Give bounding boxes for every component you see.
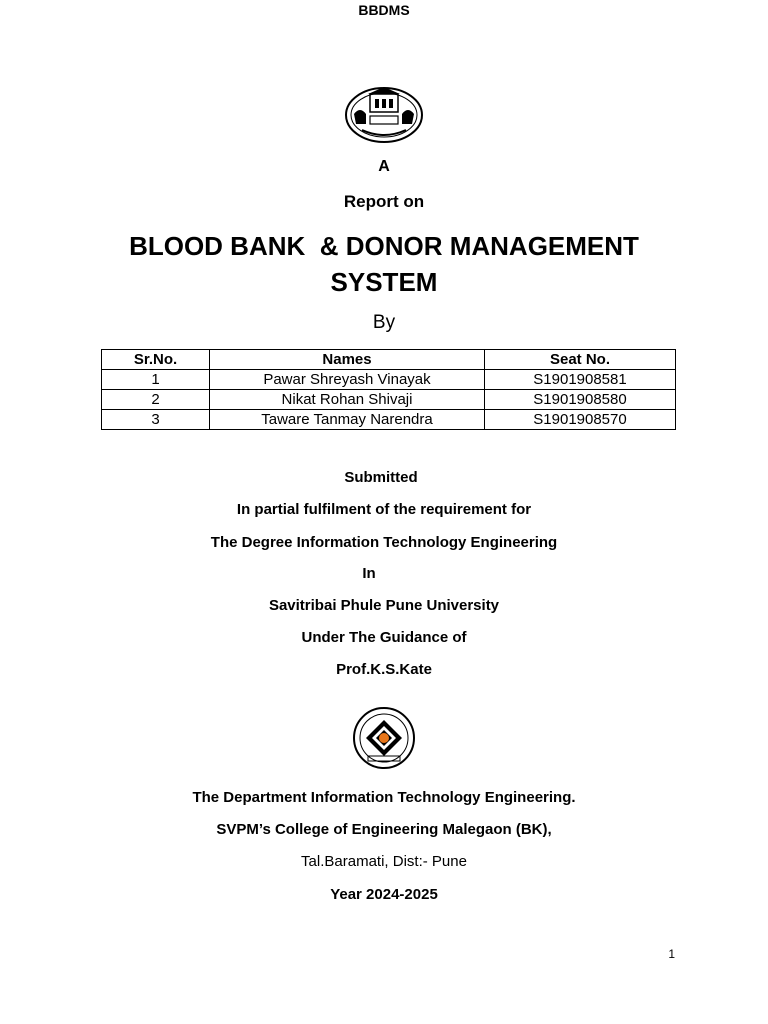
cell-seat-no: S1901908580: [485, 390, 676, 410]
table-row: [102, 370, 676, 390]
partial-fulfilment-line: In partial fulfilment of the requirement for: [236, 501, 532, 518]
guide-name: Prof.K.S.Kate: [336, 661, 432, 678]
page-header: BBDMS: [358, 2, 410, 18]
degree-line: The Degree Information Technology Engineering: [210, 534, 558, 551]
college-line: SVPM’s College of Engineering Malegaon (BK),: [216, 821, 552, 838]
cell-srno: 1: [102, 370, 210, 390]
in-label: In: [362, 565, 376, 582]
letter-a: A: [378, 158, 390, 175]
report-on-label: Report on: [343, 192, 425, 211]
report-title-line-1: BLOOD BANK & DONOR MANAGEMENT: [129, 231, 639, 261]
table-row: [102, 410, 676, 430]
university-name: Savitribai Phule Pune University: [268, 597, 500, 614]
cell-name: Nikat Rohan Shivaji: [210, 390, 485, 410]
year-line: Year 2024-2025: [330, 886, 438, 903]
cell-name: Taware Tanmay Narendra: [210, 410, 485, 430]
report-title: [0, 228, 768, 300]
cell-seat-no: S1901908581: [485, 370, 676, 390]
column-header-seat-no: Seat No.: [485, 350, 676, 370]
cell-name: Pawar Shreyash Vinayak: [210, 370, 485, 390]
column-header-names: Names: [210, 350, 485, 370]
college-emblem-icon: [350, 706, 418, 770]
location-line: Tal.Baramati, Dist:- Pune: [301, 853, 467, 870]
table-header-row: [102, 350, 676, 370]
column-header-srno: Sr.No.: [102, 350, 210, 370]
cell-seat-no: S1901908570: [485, 410, 676, 430]
by-label: By: [372, 312, 396, 333]
cell-srno: 3: [102, 410, 210, 430]
report-title-line-2: SYSTEM: [330, 267, 438, 297]
members-table: [101, 349, 676, 430]
cell-srno: 2: [102, 390, 210, 410]
table-row: [102, 390, 676, 410]
department-line: The Department Information Technology Engineering.: [192, 789, 576, 806]
university-emblem-icon: [342, 84, 426, 146]
guidance-label: Under The Guidance of: [301, 629, 467, 646]
page-number: 1: [668, 947, 675, 961]
submitted-label: Submitted: [344, 469, 418, 486]
